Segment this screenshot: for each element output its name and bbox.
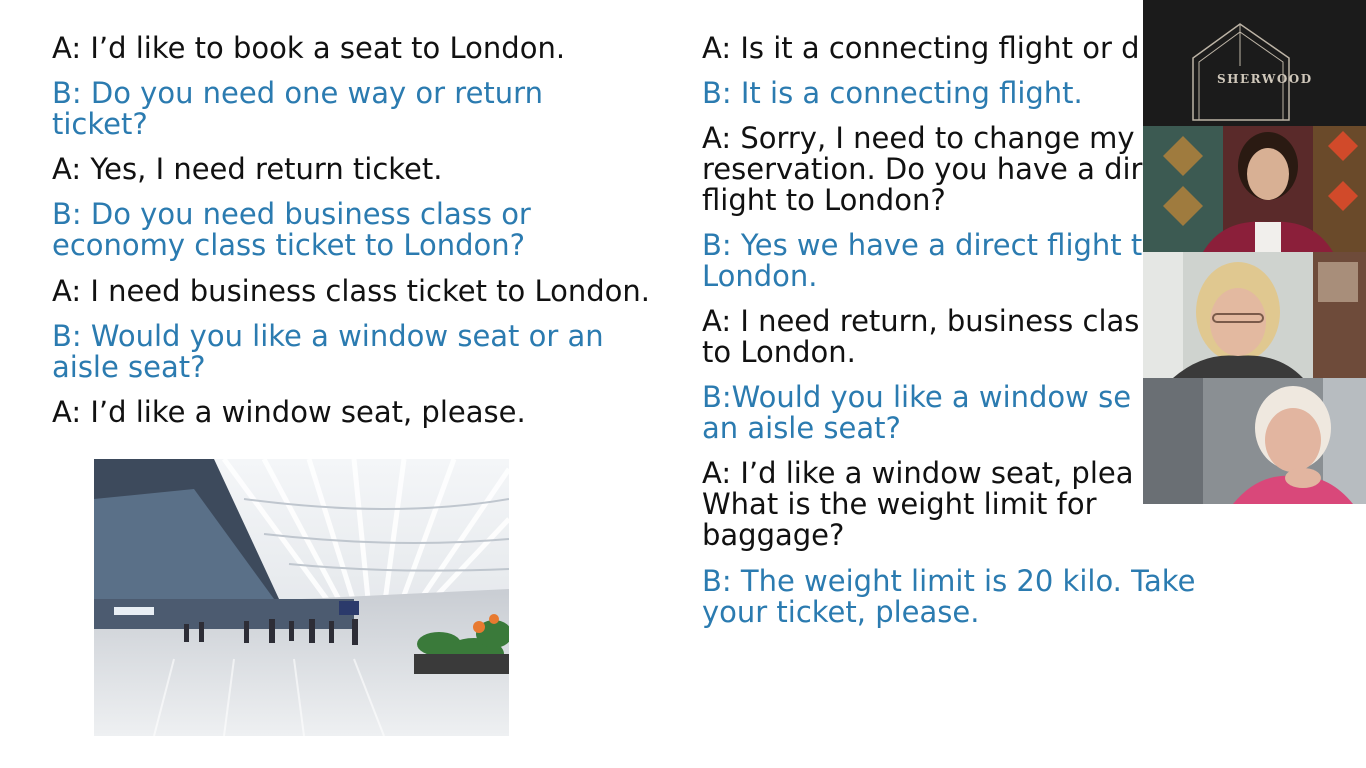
dialogue-line: economy class ticket to London? <box>52 228 526 262</box>
dialogue-line: an aisle seat? <box>702 411 901 445</box>
logo-text: SHERWOOD <box>1217 72 1313 86</box>
dialogue-line: A: I’d like a window seat, plea <box>702 456 1134 490</box>
dialogue-line: A: I’d like to book a seat to London. <box>52 31 566 65</box>
dialogue-line: your ticket, please. <box>702 595 980 629</box>
participant-video-2[interactable] <box>1143 252 1366 378</box>
dialogue-line: A: Yes, I need return ticket. <box>52 152 443 186</box>
dialogue-line: reservation. Do you have a dir <box>702 152 1143 186</box>
logo-tile[interactable] <box>1143 0 1366 126</box>
dialogue-line: B:Would you like a window se <box>702 380 1132 414</box>
dialogue-line: flight to London? <box>702 183 946 217</box>
dialogue-line: A: I need business class ticket to London. <box>52 274 651 308</box>
participant-video-3[interactable] <box>1143 378 1366 504</box>
dialogue-line: B: Do you need one way or return <box>52 76 543 110</box>
dialogue-line: ticket? <box>52 107 148 141</box>
dialogue-line: What is the weight limit for <box>702 487 1097 521</box>
dialogue-line: to London. <box>702 335 856 369</box>
dialogue-line: B: Would you like a window seat or an <box>52 319 604 353</box>
participant-video-1[interactable] <box>1143 126 1366 252</box>
dialogue-line: A: I need return, business clas <box>702 304 1140 338</box>
participant-avatar <box>1143 378 1366 504</box>
dialogue-line: B: Yes we have a direct flight t <box>702 228 1143 262</box>
house-logo-icon <box>1143 0 1366 126</box>
participant-avatar <box>1143 252 1366 378</box>
dialogue-line: A: I’d like a window seat, please. <box>52 395 526 429</box>
dialogue-line: B: The weight limit is 20 kilo. Take <box>702 564 1196 598</box>
dialogue-line: A: Sorry, I need to change my <box>702 121 1135 155</box>
airport-terminal-photo <box>94 459 509 736</box>
dialogue-line: B: Do you need business class or <box>52 197 531 231</box>
dialogue-line: B: It is a connecting flight. <box>702 76 1083 110</box>
dialogue-line: aisle seat? <box>52 350 206 384</box>
dialogue-line: A: Is it a connecting flight or d <box>702 31 1140 65</box>
dialogue-line: London. <box>702 259 818 293</box>
participant-avatar <box>1143 126 1366 252</box>
dialogue-line: baggage? <box>702 518 845 552</box>
